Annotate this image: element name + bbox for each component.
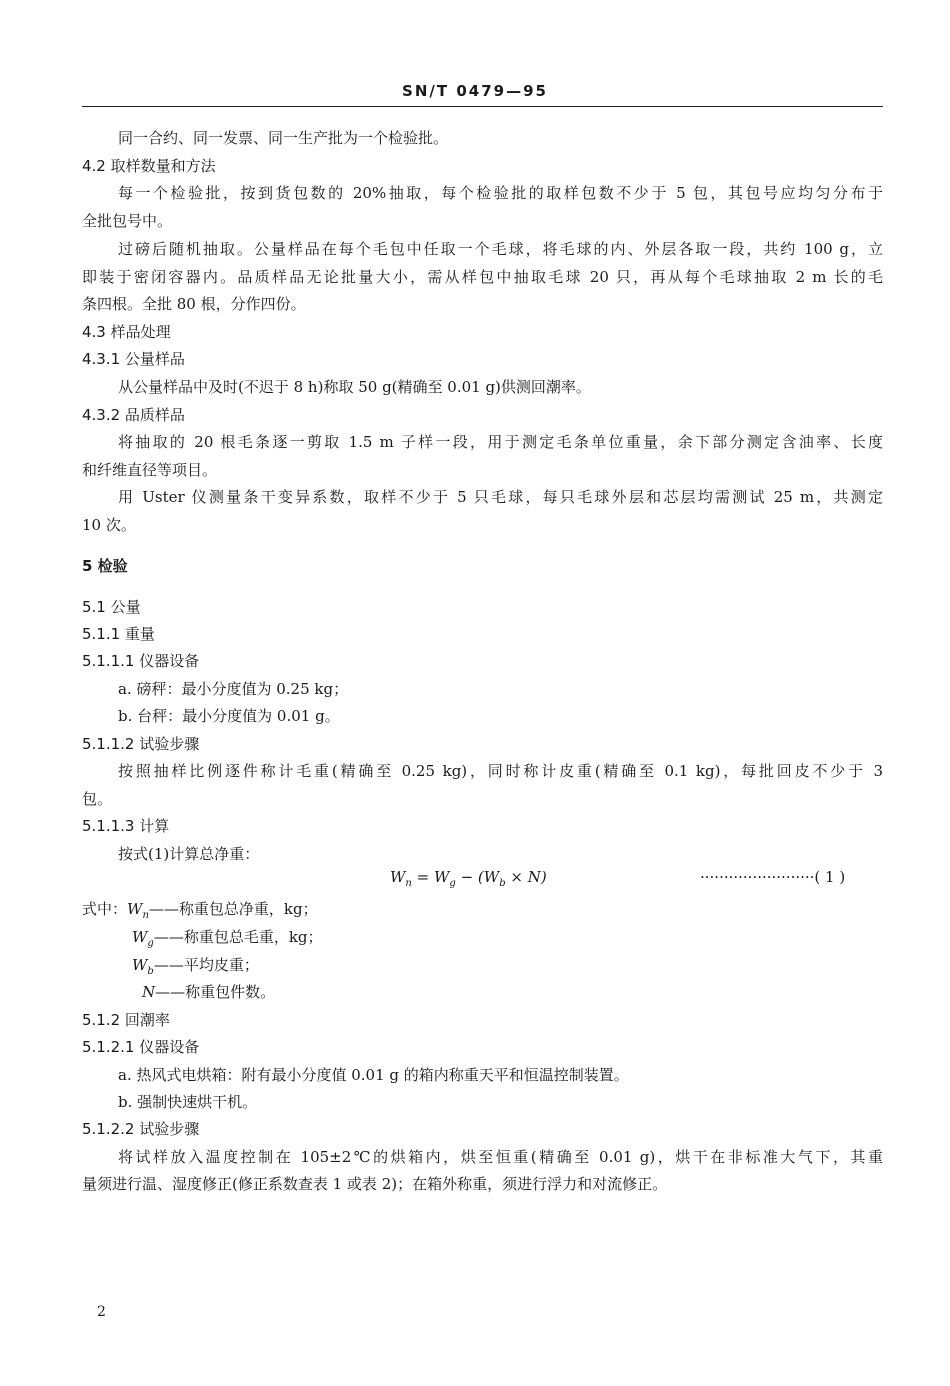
paragraph-line: 过磅后随机抽取。公量样品在每个毛包中任取一个毛球，将毛球的内、外层各取一段，共约 100 g，立	[118, 240, 883, 258]
paragraph-line: 按式(1)计算总净重：	[118, 845, 260, 863]
symbol-definition	[132, 927, 323, 954]
section-heading-5-1-1-2: 5.1.1.2 试验步骤	[82, 735, 200, 753]
section-heading-4-3-1: 4.3.1 公量样品	[82, 350, 185, 368]
paragraph-line: 从公量样品中及时(不迟于 8 h)称取 50 g(精确至 0.01 g)供测回潮率。	[118, 378, 591, 396]
page-number: 2	[97, 1304, 106, 1320]
section-heading-5-1-1: 5.1.1 重量	[82, 625, 155, 643]
paragraph-line: 将抽取的 20 根毛条逐一剪取 1.5 m 子样一段，用于测定毛条单位重量，余下部分测定含油率、长度	[118, 433, 883, 451]
section-heading-5-1-1-3: 5.1.1.3 计算	[82, 817, 170, 835]
definition-wn: ——称重包总净重，kg；	[148, 900, 318, 918]
section-heading-5-1: 5.1 公量	[82, 598, 141, 616]
symbol-n: N	[142, 983, 156, 1001]
symbol-wb: $W_b$	[132, 956, 154, 977]
paragraph-line: 按照抽样比例逐件称计毛重(精确至 0.25 kg)，同时称计皮重(精确至 0.1 kg)，每批回皮不少于 3	[118, 762, 883, 780]
where-clause	[82, 899, 318, 926]
paragraph-line: 全批包号中。	[82, 212, 173, 230]
paragraph-line: 将试样放入温度控制在 105±2℃的烘箱内，烘至恒重(精确至 0.01 g)，烘干在非标准大气下，其重	[118, 1148, 883, 1166]
section-heading-5-1-2-1: 5.1.2.1 仪器设备	[82, 1038, 200, 1056]
paragraph-line: 条四根。全批 80 根，分作四份。	[82, 295, 306, 313]
list-item: a. 热风式电烘箱：附有最小分度值 0.01 g 的箱内称重天平和恒温控制装置。	[118, 1066, 629, 1084]
equation-number: ························( 1 )	[700, 868, 846, 886]
symbol-definition	[132, 955, 259, 982]
list-item: a. 磅秤：最小分度值为 0.25 kg；	[118, 680, 349, 698]
paragraph-line: 用 Uster 仪测量条干变异系数，取样不少于 5 只毛球，每只毛球外层和芯层均需测试 25 m，共测定	[118, 488, 883, 506]
paragraph-line: 同一合约、同一发票、同一生产批为一个检验批。	[118, 129, 449, 147]
paragraph-line: 量须进行温、湿度修正(修正系数查表 1 或表 2)；在箱外称重，须进行浮力和对流修正。	[82, 1175, 668, 1193]
paragraph-line: 10 次。	[82, 516, 136, 534]
section-heading-5-1-2-2: 5.1.2.2 试验步骤	[82, 1120, 200, 1138]
symbol-definition	[142, 982, 275, 1002]
section-heading-5: 5 检验	[82, 557, 128, 575]
section-heading-4-3-2: 4.3.2 品质样品	[82, 406, 185, 424]
header-rule	[82, 106, 883, 107]
where-label: 式中：	[82, 900, 128, 918]
section-heading-4-2: 4.2 取样数量和方法	[82, 157, 216, 175]
list-item: b. 台秤：最小分度值为 0.01 g。	[118, 707, 340, 725]
definition-wg: ——称重包总毛重，kg；	[153, 928, 323, 946]
paragraph-line: 即装于密闭容器内。品质样品无论批量大小，需从样包中抽取毛球 20 只，再从每个毛球抽取 2 m 长的毛	[82, 268, 883, 286]
section-heading-5-1-2: 5.1.2 回潮率	[82, 1011, 170, 1029]
definition-n: ——称重包件数。	[155, 983, 276, 1001]
symbol-wn: $W_n$	[127, 900, 149, 921]
paragraph-line: 每一个检验批，按到货包数的 20%抽取，每个检验批的取样包数不少于 5 包，其包号应均匀分布于	[118, 184, 883, 202]
paragraph-line: 包。	[82, 790, 113, 808]
list-item: b. 强制快速烘干机。	[118, 1093, 258, 1111]
section-heading-5-1-1-1: 5.1.1.1 仪器设备	[82, 652, 200, 670]
symbol-wg: $W_g$	[132, 928, 154, 949]
equation-1: $W_n = W_g - (W_b \times N)$	[390, 868, 547, 889]
document-header: SN/T 0479—95	[402, 82, 548, 100]
paragraph-line: 和纤维直径等项目。	[82, 461, 218, 479]
section-heading-4-3: 4.3 样品处理	[82, 323, 171, 341]
definition-wb: ——平均皮重；	[153, 956, 259, 974]
